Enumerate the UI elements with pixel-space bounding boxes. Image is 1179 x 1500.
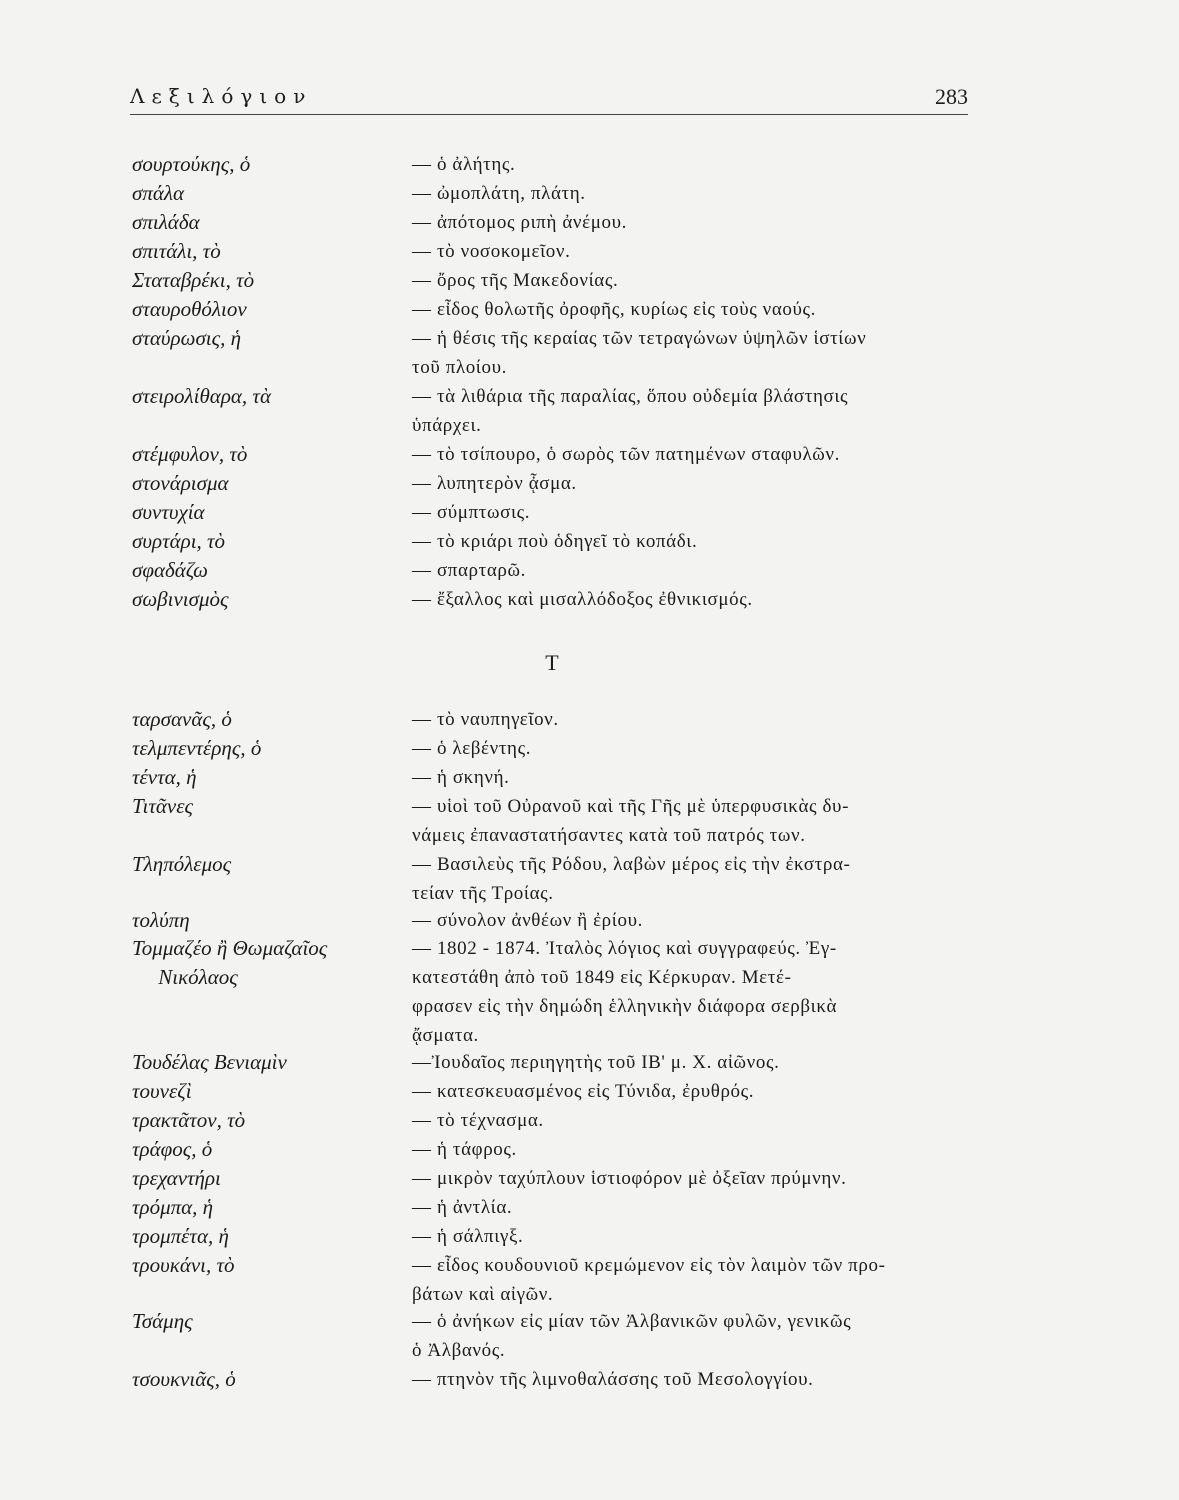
entry-definition: — ἔξαλλος καὶ μισαλλόδοξος ἐθνικισμός. <box>412 589 753 610</box>
entry-term: τρακτᾶτον, τὸ <box>132 1108 246 1132</box>
entry-definition: — σπαρταρῶ. <box>412 560 526 581</box>
entry-term: Τομμαζέο ἢ Θωμαζαῖος Νικόλαος <box>132 936 328 989</box>
entry-definition: — ἀπότομος ριπὴ ἀνέμου. <box>412 212 627 233</box>
entry-definition: — ὁ λεβέντης. <box>412 738 532 759</box>
entry-definition: — τὸ κριάρι ποὺ ὁδηγεῖ τὸ κοπάδι. <box>412 531 698 552</box>
entry-term: τουνεζὶ <box>132 1079 192 1103</box>
entry-term: σταύρωσις, ἡ <box>132 326 242 350</box>
entry-definition: — σύνολον ἀνθέων ἢ ἐρίου. <box>412 910 643 931</box>
entry-definition: — ὁ ἀλήτης. <box>412 154 516 175</box>
entry-definition: — τὸ τσίπουρο, ὁ σωρὸς τῶν πατημένων σταφυλῶν. <box>412 444 840 465</box>
entry-definition: — ὄρος τῆς Μακεδονίας. <box>412 270 619 291</box>
entry-term: σπάλα <box>132 181 185 205</box>
entry-term: τελμπεντέρης, ὁ <box>132 736 262 760</box>
page-number: 283 <box>935 84 968 109</box>
entry-definition: — 1802 - 1874. Ἰταλὸς λόγιος καὶ συγγραφεύς. Ἐγ- κατεστάθη ἀπὸ τοῦ 1849 εἰς Κέρκυραν. Μετέ- φρασεν εἰς τὴν δημώδη ἑλληνικὴν διάφορα σερβικὰ ᾄσματα. <box>412 938 838 1046</box>
entry-definition: — τὸ τέχνασμα. <box>412 1110 544 1131</box>
entry-definition: — εἶδος κουδουνιοῦ κρεμώμενον εἰς τὸν λαιμὸν τῶν προ- βάτων καὶ αἰγῶν. <box>412 1255 886 1305</box>
entry-term: στειρολίθαρα, τὰ <box>132 384 271 408</box>
entry-term: Τσάμης <box>132 1309 193 1333</box>
section-letter: Τ <box>545 650 559 675</box>
entry-term: σπιτάλι, τὸ <box>132 239 221 263</box>
entry-term: τρομπέτα, ἡ <box>132 1224 229 1248</box>
entry-term: συντυχία <box>132 500 205 524</box>
entry-definition: — υἱοὶ τοῦ Οὐρανοῦ καὶ τῆς Γῆς μὲ ὑπερφυσικὰς δυ- νάμεις ἐπαναστατήσαντες κατὰ τοῦ πατρός των. <box>412 796 849 846</box>
entry-definition: — τὰ λιθάρια τῆς παραλίας, ὅπου οὐδεμία βλάστησις ὑπάρχει. <box>412 386 849 436</box>
entry-term: σωβινισμὸς <box>132 587 229 611</box>
entry-term: τολύπη <box>132 908 190 932</box>
entry-term: σουρτούκης, ὁ <box>132 152 251 176</box>
entry-definition: — εἶδος θολωτῆς ὀροφῆς, κυρίως εἰς τοὺς ναούς. <box>412 299 816 320</box>
entry-term: σφαδάζω <box>132 558 208 582</box>
entry-term: τσουκνιᾶς, ὁ <box>132 1367 236 1391</box>
entry-definition: — ἡ ἀντλία. <box>412 1197 513 1218</box>
entry-definition: — ὁ ἀνήκων εἰς μίαν τῶν Ἀλβανικῶν φυλῶν, γενικῶς ὁ Ἀλβανός. <box>412 1311 852 1361</box>
running-title: Λεξιλόγιον <box>130 84 313 108</box>
entry-term: στονάρισμα <box>132 471 229 495</box>
entry-term: στέμφυλον, τὸ <box>132 442 248 466</box>
entry-term: ταρσανᾶς, ὁ <box>132 707 232 731</box>
entry-term: Τιτᾶνες <box>132 794 194 818</box>
entry-definition: — κατεσκευασμένος εἰς Τύνιδα, ἐρυθρός. <box>412 1081 755 1102</box>
entry-definition: — πτηνὸν τῆς λιμνοθαλάσσης τοῦ Μεσολογγίου. <box>412 1369 814 1390</box>
entry-definition: — Βασιλεὺς τῆς Ρόδου, λαβὼν μέρος εἰς τὴν ἐκστρα- τείαν τῆς Τροίας. <box>412 854 851 904</box>
entry-definition: — σύμπτωσις. <box>412 502 531 523</box>
entry-term: τράφος, ὁ <box>132 1137 213 1161</box>
entry-definition: — τὸ νοσοκομεῖον. <box>412 241 571 262</box>
entry-term: συρτάρι, τὸ <box>132 529 226 553</box>
entry-definition: — ὠμοπλάτη, πλάτη. <box>412 183 586 204</box>
entry-term: Τληπόλεμος <box>132 852 232 876</box>
entry-definition: — ἡ θέσις τῆς κεραίας τῶν τετραγώνων ὑψηλῶν ἱστίων τοῦ πλοίου. <box>412 328 867 378</box>
entry-definition: — ἡ τάφρος. <box>412 1139 517 1160</box>
entry-term: σπιλάδα <box>132 210 200 234</box>
entry-definition: —Ἰουδαῖος περιηγητὴς τοῦ ΙΒ' μ. Χ. αἰῶνος. <box>412 1052 780 1073</box>
entry-definition: — τὸ ναυπηγεῖον. <box>412 709 559 730</box>
entry-term: Σταταβρέκι, τὸ <box>132 268 255 292</box>
entry-term: τρόμπα, ἡ <box>132 1195 214 1219</box>
entry-definition: — λυπητερὸν ᾆσμα. <box>412 473 577 494</box>
entry-term: τρεχαντήρι <box>132 1166 221 1190</box>
entry-definition: — ἡ σάλπιγξ. <box>412 1226 524 1247</box>
entry-term: τρουκάνι, τὸ <box>132 1253 235 1277</box>
entry-term: τέντα, ἡ <box>132 765 197 789</box>
entry-definition: — ἡ σκηνή. <box>412 767 510 788</box>
entry-term: σταυροθόλιον <box>132 297 247 321</box>
entry-term: Τουδέλας Βενιαμὶν <box>132 1050 287 1074</box>
entry-definition: — μικρὸν ταχύπλουν ἱστιοφόρον μὲ ὀξεῖαν πρύμνην. <box>412 1168 847 1189</box>
